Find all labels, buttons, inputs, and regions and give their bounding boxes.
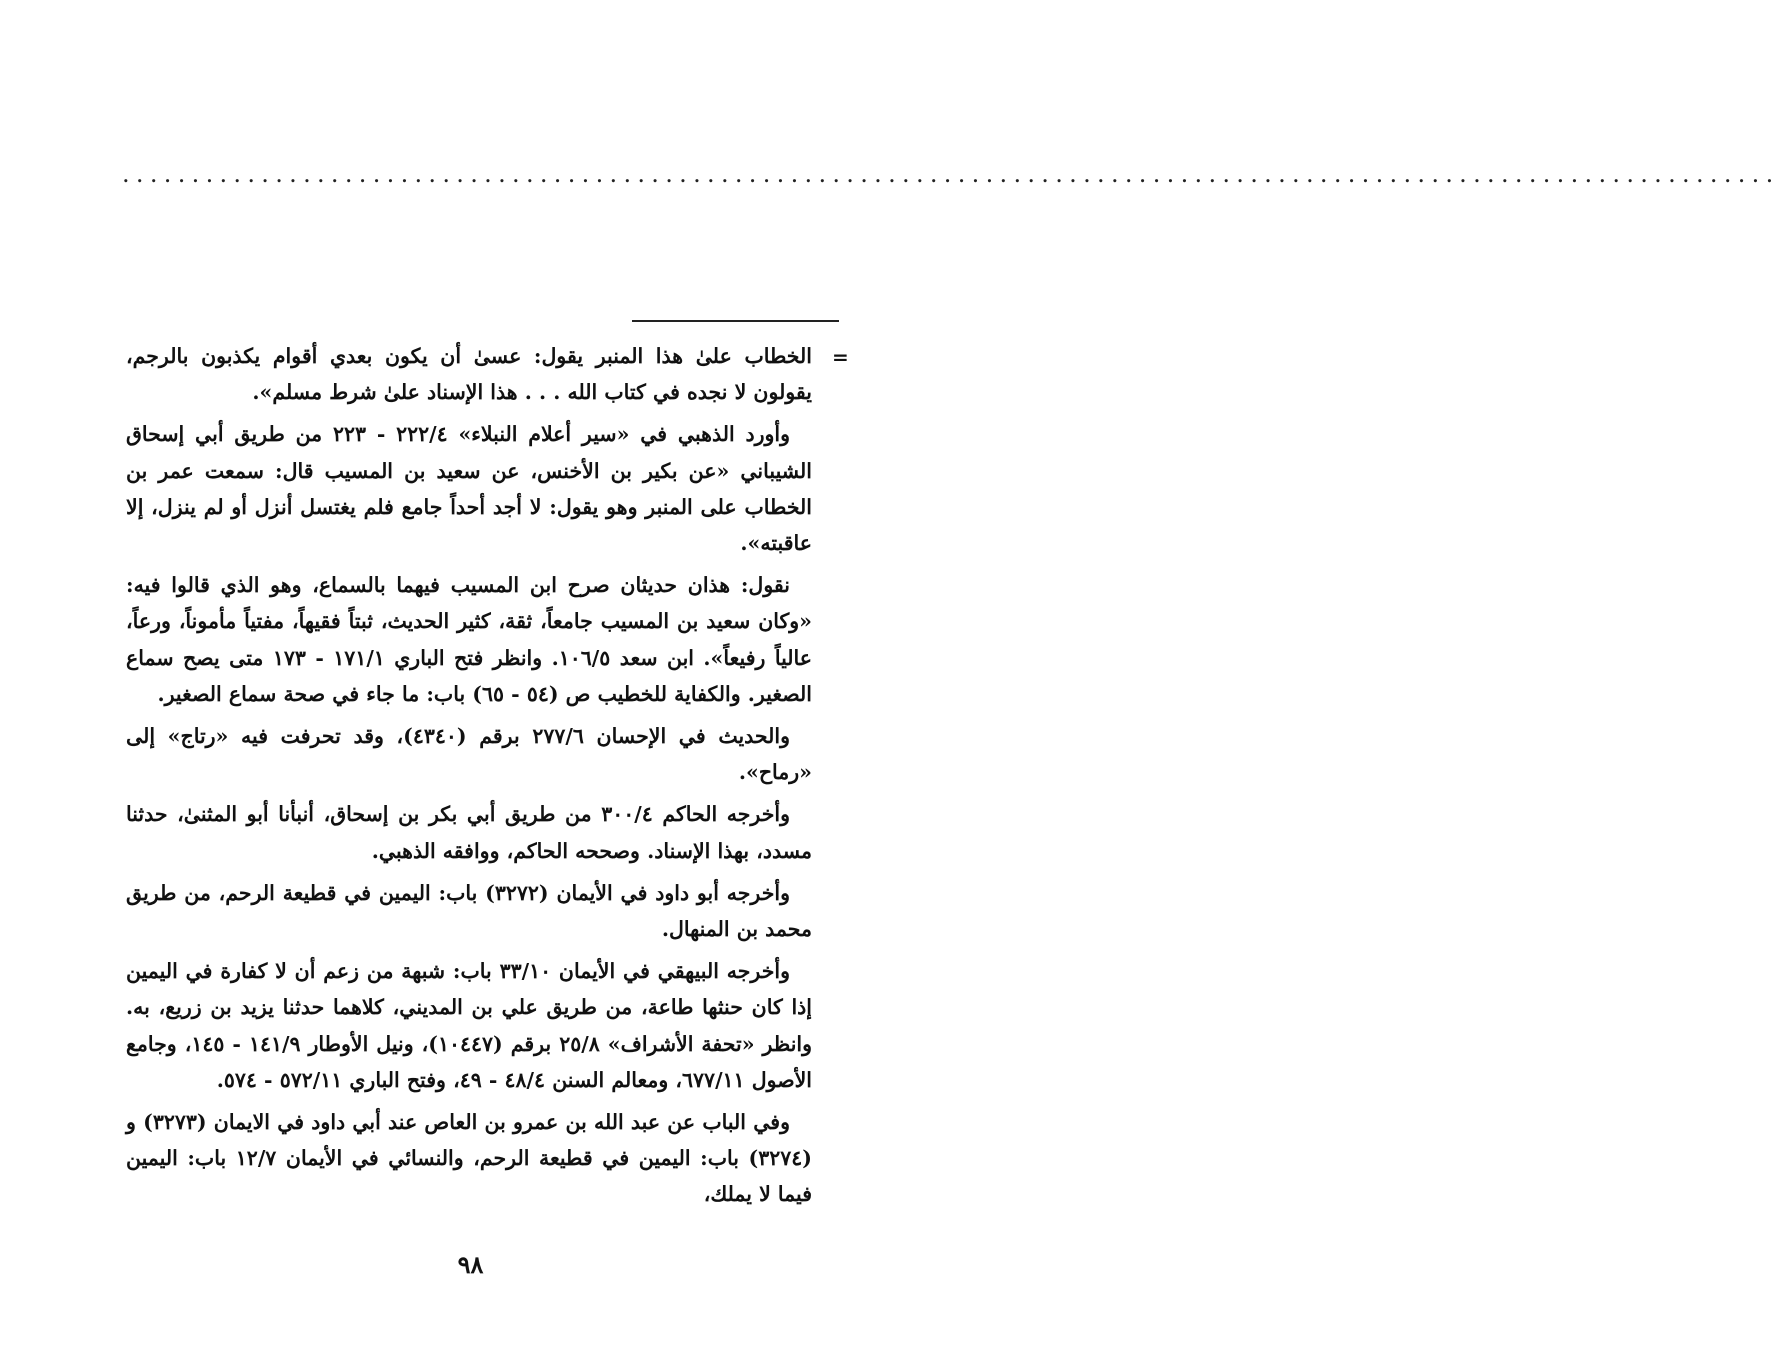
footnote-text xyxy=(126,338,812,1219)
footnote-paragraph: وأخرجه البيهقي في الأيمان ٣٣/١٠ باب: شبهة من زعم أن لا كفارة في اليمين إذا كان حنثها طاعة، من طريق علي بن المديني، كلاهما حدثنا يزيد بن زريع، به. وانظر «تحفة الأشراف» ٢٥/٨ برقم (١٠٤٤٧)، ونيل الأوطار ١٤١/٩ - ١٤٥، وجامع الأصول ٦٧٧/١١، ومعالم السنن ٤٨/٤ - ٤٩، وفتح الباري ٥٧٢/١١ - ٥٧٤. xyxy=(126,959,812,1092)
footnote-paragraph: والحديث في الإحسان ٢٧٧/٦ برقم (٤٣٤٠)، وقد تحرفت فيه «رتاج» إلى «رماح». xyxy=(126,724,812,785)
footnote-paragraph: الخطاب علىٰ هذا المنبر يقول: عسىٰ أن يكون بعدي أقوام يكذبون بالرجم، يقولون لا نجده في كتاب الله . . . هذا الإسناد علىٰ شرط مسلم». xyxy=(126,344,812,405)
footnote-paragraph: نقول: هذان حديثان صرح ابن المسيب فيهما بالسماع، وهو الذي قالوا فيه: «وكان سعيد بن المسيب جامعاً، ثقة، كثير الحديث، ثبتاً فقيهاً، مفتياً مأموناً، ورعاً، عالياً رفيعاً». ابن سعد ١٠٦/٥. وانظر فتح الباري ١٧١/١ - ١٧٣ متى يصح سماع الصغير. والكفاية للخطيب ص (٥٤ - ٦٥) باب: ما جاء في صحة سماع الصغير. xyxy=(126,573,812,706)
continuation-marker: = xyxy=(832,345,849,369)
footnote-paragraph: وفي الباب عن عبد الله بن عمرو بن العاص عند أبي داود في الايمان (٣٢٧٣) و (٣٢٧٤) باب: اليمين في قطيعة الرحم، والنسائي في الأيمان ١٢/٧ باب: اليمين فيما لا يملك، xyxy=(126,1110,812,1207)
page-number: ٩٨ xyxy=(457,1250,484,1279)
footnote-paragraph: وأخرجه أبو داود في الأيمان (٣٢٧٢) باب: اليمين في قطيعة الرحم، من طريق محمد بن المنهال. xyxy=(126,880,812,942)
footnote-rule xyxy=(632,320,839,322)
dotted-separator: ....................................................................................................................... xyxy=(122,160,1780,188)
footnote-paragraph: وأخرجه الحاكم ٣٠٠/٤ من طريق أبي بكر بن إسحاق، أنبأنا أبو المثنىٰ، حدثنا مسدد، بهذا الإسناد. وصححه الحاكم، ووافقه الذهبي. xyxy=(126,802,812,863)
footnote-paragraph: وأورد الذهبي في «سير أعلام النبلاء» ٢٢٢/٤ - ٢٢٣ من طريق أبي إسحاق الشيباني «عن بكير بن الأخنس، عن سعيد بن المسيب قال: سمعت عمر بن الخطاب على المنبر وهو يقول: لا أجد أحداً جامع فلم يغتسل أنزل أو لم ينزل، إلا عاقبته». xyxy=(126,422,812,556)
